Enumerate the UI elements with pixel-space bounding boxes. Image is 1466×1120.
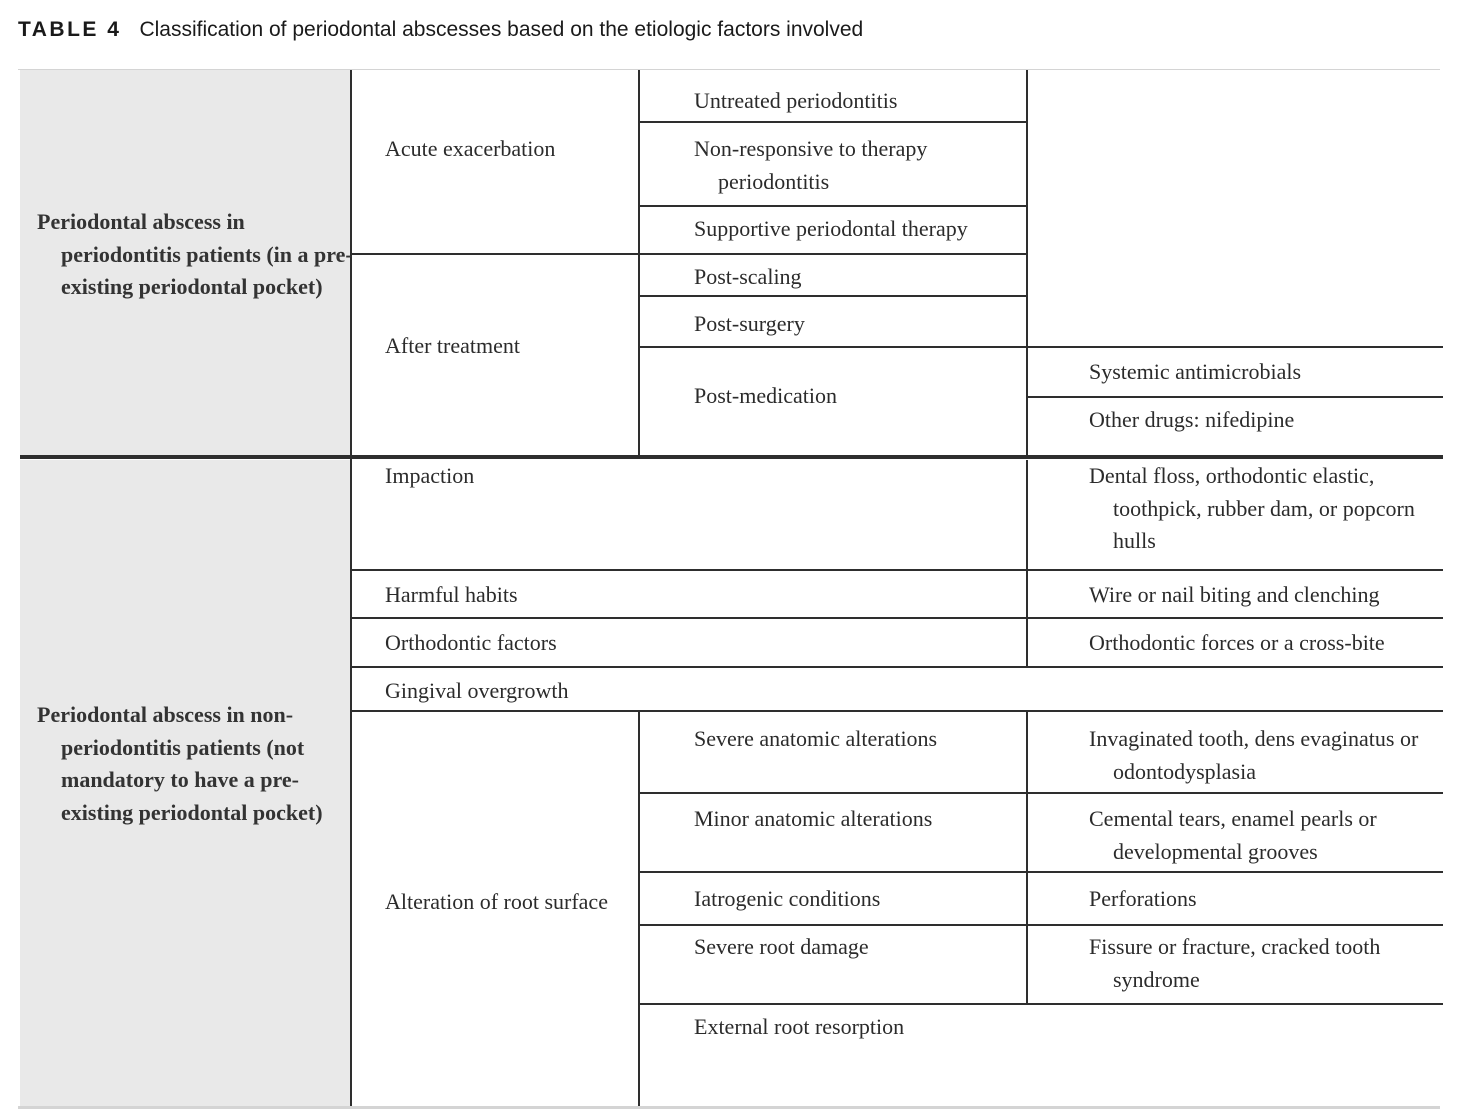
row-rule: [638, 924, 1443, 926]
after-treatment-label: After treatment: [385, 333, 520, 358]
factor-label: Impaction: [385, 463, 475, 488]
root-example: Cemental tears, enamel pearls or developmental grooves: [1089, 806, 1377, 864]
column-divider-3-lower: [1026, 712, 1028, 1004]
factor-label: Gingival overgrowth: [385, 678, 569, 703]
table-bottom-rule: [18, 1106, 1440, 1109]
row-rule: [350, 666, 1443, 668]
row-rule: [350, 617, 1443, 619]
medication-item: Systemic antimicrobials: [1089, 359, 1302, 384]
table-title: Classification of periodontal abscesses based on the etiologic factors involved: [139, 18, 864, 41]
row-rule: [350, 710, 1443, 712]
root-type: Severe anatomic alterations: [694, 726, 938, 751]
row-rule: [638, 121, 1027, 123]
row-rule: [638, 871, 1443, 873]
root-example: Invaginated tooth, dens evaginatus or odontodysplasia: [1089, 726, 1419, 784]
column-divider-3-middle: [1026, 460, 1028, 667]
acute-exacerbation-label: Acute exacerbation: [385, 136, 556, 161]
root-type: Severe root damage: [694, 934, 869, 959]
after-item: Post-medication: [694, 383, 837, 408]
root-type: Iatrogenic conditions: [694, 886, 881, 911]
row-rule: [638, 346, 1443, 348]
table-caption: [18, 18, 863, 42]
medication-item: Other drugs: nifedipine: [1089, 407, 1295, 432]
row-rule: [638, 205, 1027, 207]
factor-label: Harmful habits: [385, 582, 518, 607]
after-item: Post-scaling: [694, 264, 802, 289]
row-rule: [350, 569, 1443, 571]
table-label: TABLE 4: [18, 18, 122, 41]
factor-example: Wire or nail biting and clenching: [1089, 582, 1380, 607]
root-type: External root resorption: [694, 1014, 905, 1039]
group2-title: Periodontal abscess in non-periodontitis patients (not mandatory to have a pre-existing periodontal pocket): [37, 702, 323, 825]
factor-example: Orthodontic forces or a cross-bite: [1089, 630, 1385, 655]
row-rule: [350, 253, 1027, 255]
root-type: Minor anatomic alterations: [694, 806, 933, 831]
row-rule: [638, 1003, 1443, 1005]
factor-example: Dental floss, orthodontic elastic, toothpick, rubber dam, or popcorn hulls: [1089, 463, 1415, 553]
acute-item: Non-responsive to therapy periodontitis: [694, 136, 928, 194]
column-divider-2-lower: [638, 712, 640, 1106]
column-divider-2-upper: [638, 70, 640, 456]
root-example: Fissure or fracture, cracked tooth syndrome: [1089, 934, 1381, 992]
acute-item: Untreated periodontitis: [694, 88, 898, 113]
factor-label: Orthodontic factors: [385, 630, 557, 655]
row-rule: [1026, 396, 1443, 398]
row-rule: [638, 295, 1027, 297]
after-item: Post-surgery: [694, 311, 805, 336]
root-alteration-label: Alteration of root surface: [385, 889, 608, 914]
acute-item: Supportive periodontal therapy: [694, 216, 968, 241]
row-rule: [638, 792, 1443, 794]
column-divider-3-upper: [1026, 70, 1028, 456]
root-example: Perforations: [1089, 886, 1197, 911]
group-divider: [20, 455, 1443, 459]
group1-title: Periodontal abscess in periodontitis patients (in a pre-existing periodontal pocket): [37, 209, 353, 299]
